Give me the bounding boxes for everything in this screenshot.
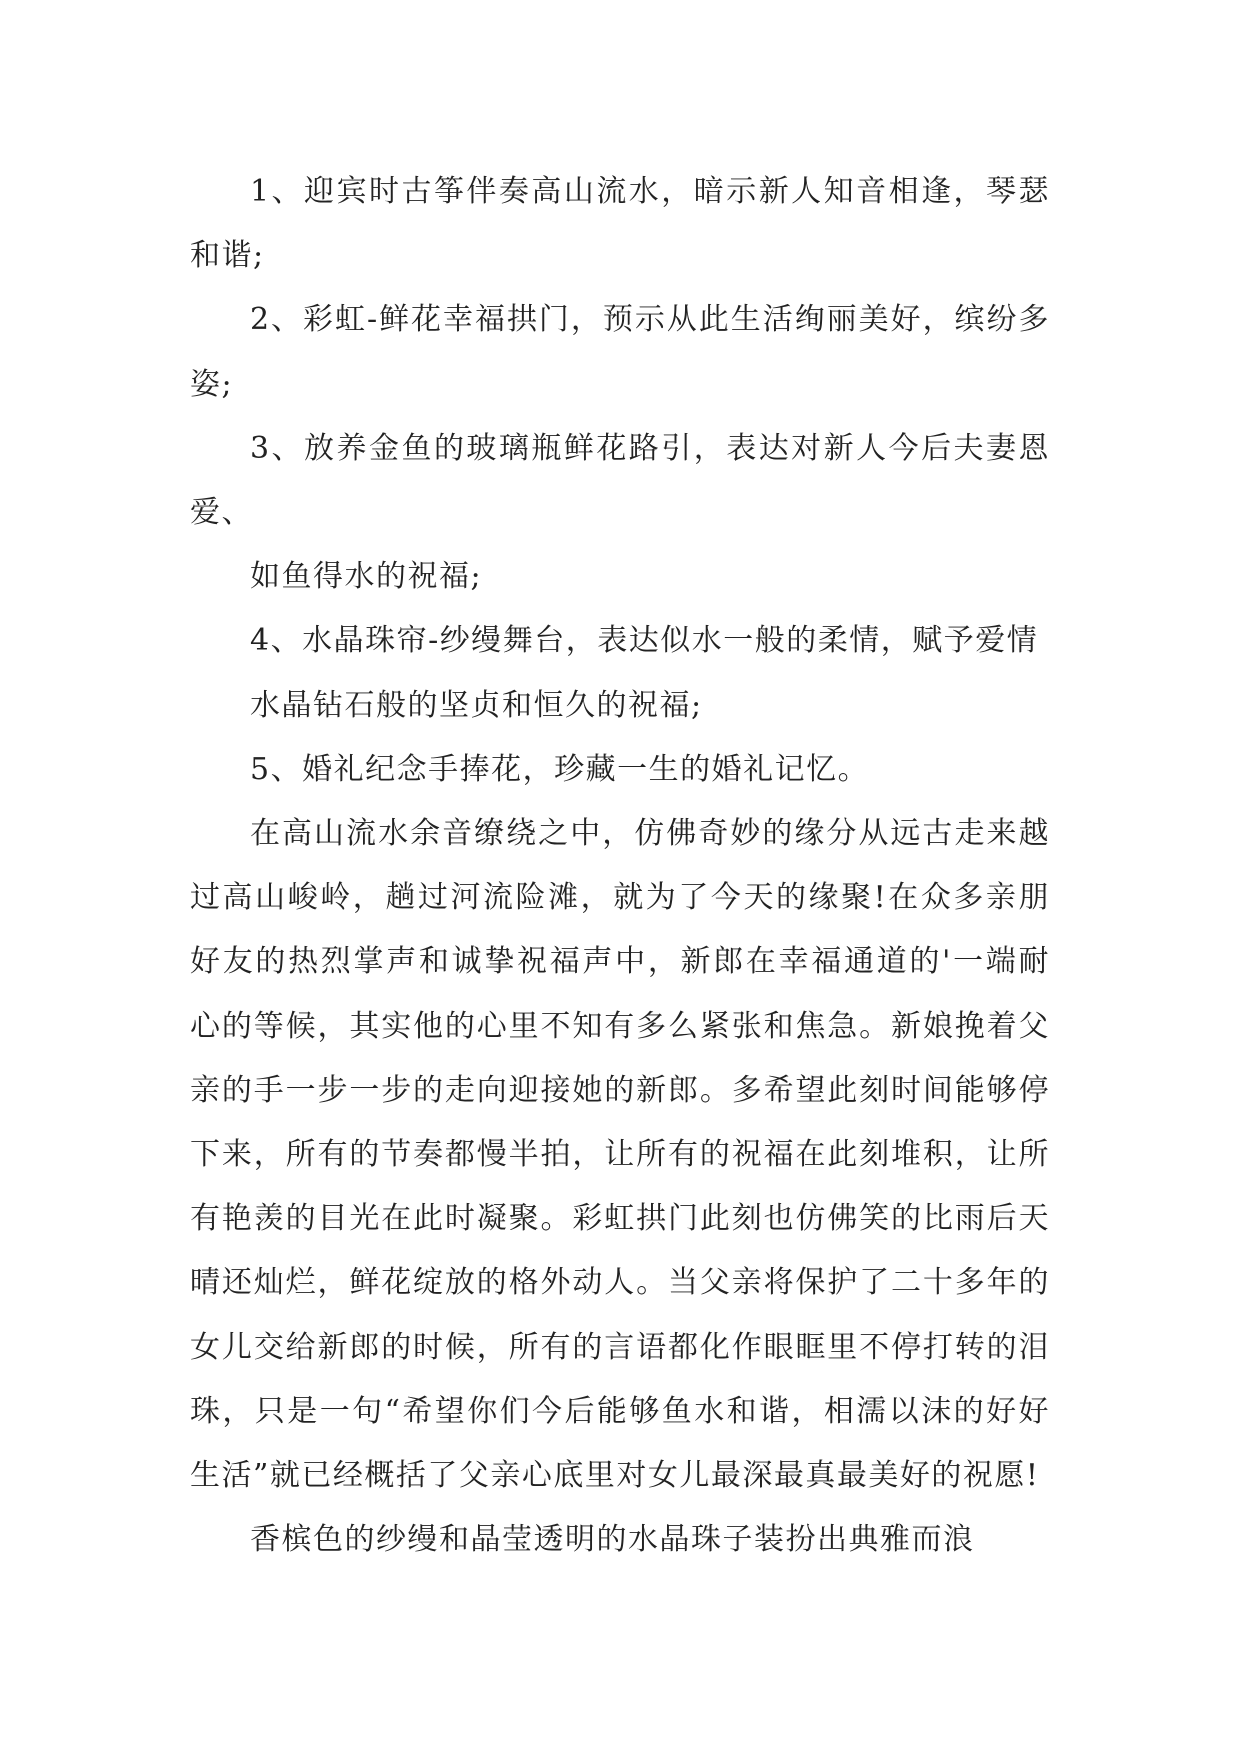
paragraph-item-3-continued: 如鱼得水的祝福; xyxy=(250,559,483,595)
paragraph-decor-description: 香槟色的纱缦和晶莹透明的水晶珠子装扮出典雅而浪 xyxy=(250,1522,975,1558)
document-body xyxy=(190,160,1050,1572)
paragraph-narrative: 在高山流水余音缭绕之中，仿佛奇妙的缘分从远古走来越过高山峻岭，趟过河流险滩，就为了今天的缘聚!在众多亲朋好友的热烈掌声和诚挚祝福声中，新郎在幸福通道的'一端耐心的等候，其实他的心里不知有多么紧张和焦急。新娘挽着父亲的手一步一步的走向迎接她的新郎。多希望此刻时间能够停下来，所有的节奏都慢半拍，让所有的祝福在此刻堆积，让所有艳羡的目光在此时凝聚。彩虹拱门此刻也仿佛笑的比雨后天晴还灿烂，鲜花绽放的格外动人。当父亲将保护了二十多年的女儿交给新郎的时候，所有的言语都化作眼眶里不停打转的泪珠，只是一句“希望你们今后能够鱼水和谐，相濡以沫的好好生活”就已经概括了父亲心底里对女儿最深最真最美好的祝愿! xyxy=(190,816,1050,1494)
paragraph-item-5: 5、婚礼纪念手捧花，珍藏一生的婚礼记忆。 xyxy=(250,751,870,787)
paragraph-item-4-continued: 水晶钻石般的坚贞和恒久的祝福; xyxy=(250,687,703,723)
paragraph-item-2: 2、彩虹-鲜花幸福拱门，预示从此生活绚丽美好，缤纷多姿; xyxy=(190,302,1050,402)
paragraph-item-3: 3、放养金鱼的玻璃瓶鲜花路引，表达对新人今后夫妻恩爱、 xyxy=(190,430,1050,531)
paragraph-item-1: 1、迎宾时古筝伴奏高山流水，暗示新人知音相逢，琴瑟和谐; xyxy=(190,174,1050,274)
paragraph-item-4: 4、水晶珠帘-纱缦舞台，表达似水一般的柔情，赋予爱情 xyxy=(250,623,1039,659)
